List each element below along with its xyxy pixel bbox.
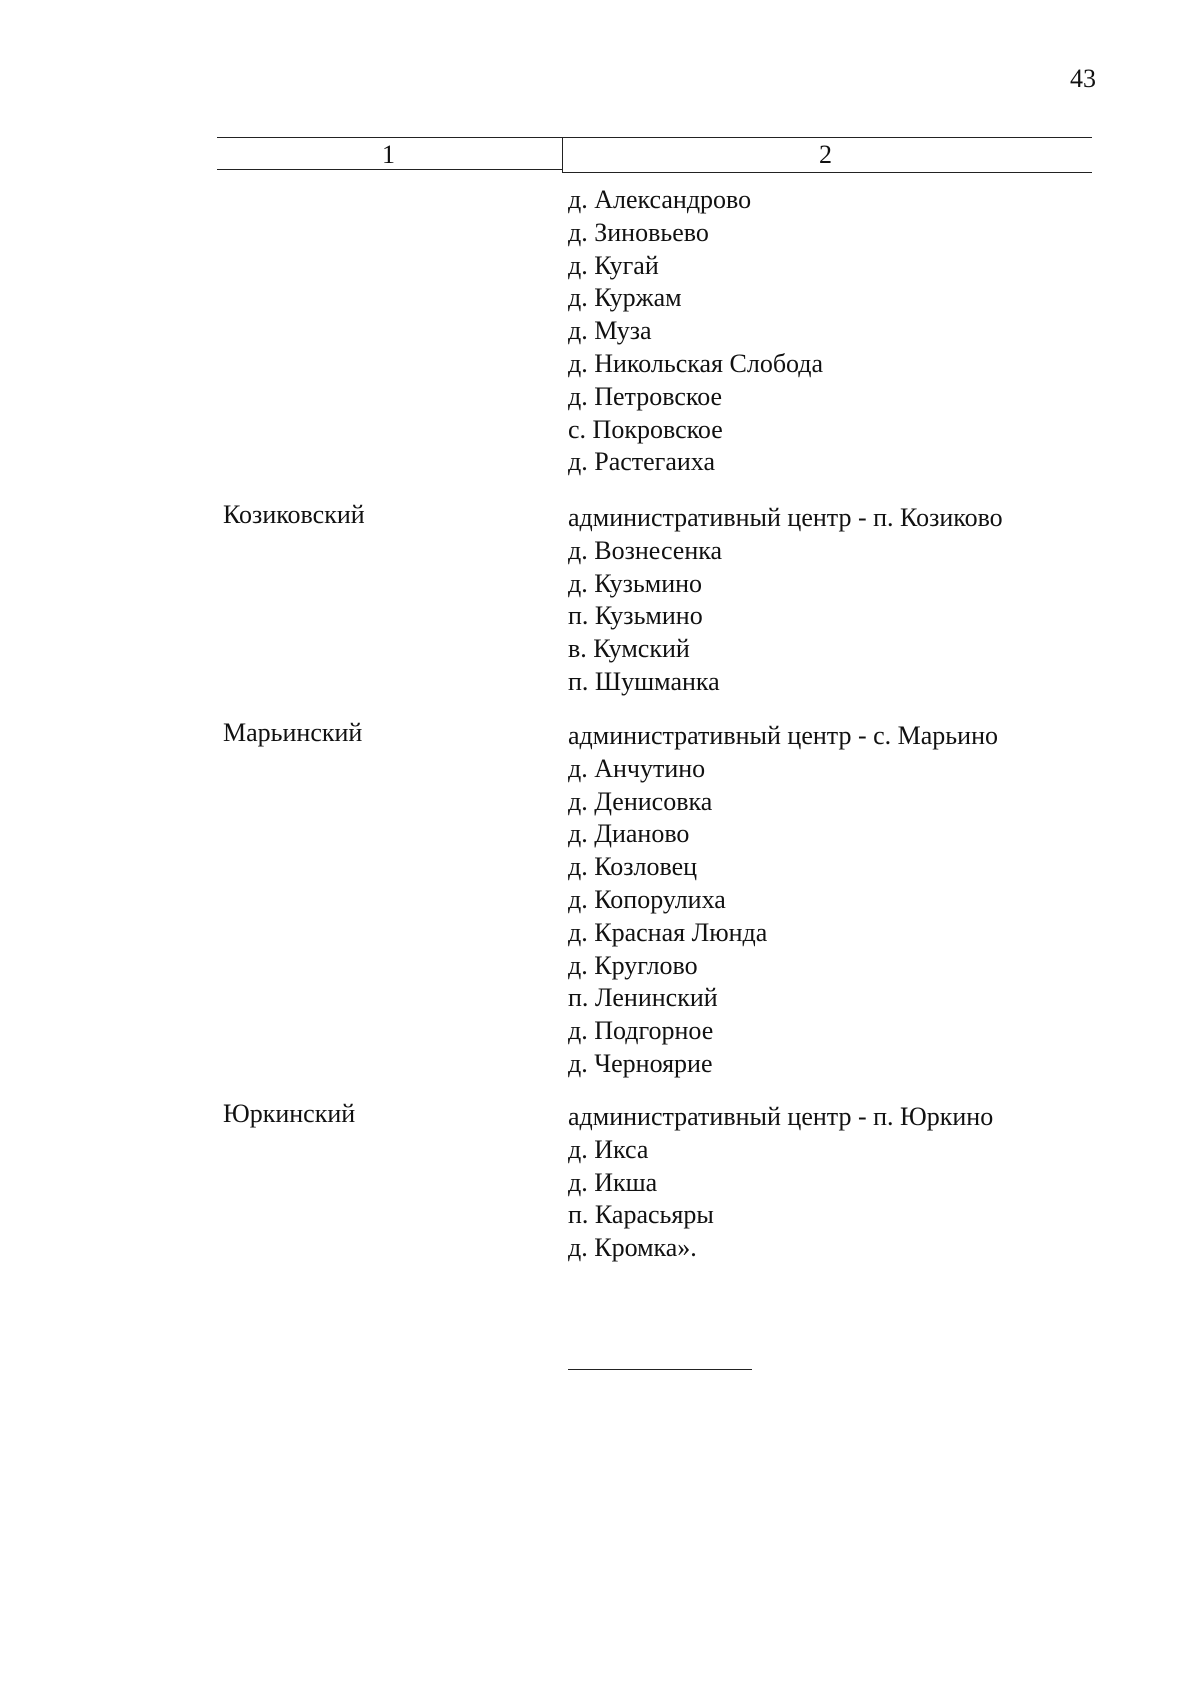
- settlement-item: д. Кромка».: [568, 1233, 697, 1263]
- settlement-item: д. Дианово: [568, 819, 690, 849]
- settlement-item: с. Покровское: [568, 414, 723, 444]
- settlement-item: д. Кугай: [568, 250, 659, 280]
- settlement-item: п. Шушманка: [568, 666, 720, 696]
- settlement-item: д. Никольская Слобода: [568, 348, 824, 378]
- settlement-item: д. Анчутино: [568, 753, 706, 783]
- settlement-item: д. Петровское: [568, 381, 723, 411]
- table-header: [217, 137, 1092, 174]
- settlement-list-yurkinsky: [568, 1101, 993, 1265]
- page-number: 43: [1070, 64, 1096, 93]
- settlement-item: д. Вознесенка: [568, 535, 723, 565]
- settlement-item: п. Карасьяры: [568, 1200, 714, 1230]
- administrative-center: административный центр - п. Козиково: [568, 503, 1003, 532]
- settlement-item: д. Икса: [568, 1134, 649, 1164]
- settlement-list-kozikovsky: [568, 502, 1003, 699]
- district-name-kozikovsky: Козиковский: [223, 500, 365, 529]
- settlement-item: д. Козловец: [568, 852, 698, 882]
- settlement-item: д. Икша: [568, 1167, 658, 1197]
- settlement-item: д. Копорулиха: [568, 884, 726, 914]
- settlement-item: д. Круглово: [568, 950, 698, 980]
- settlement-item: д. Куржам: [568, 283, 682, 313]
- column-header-2: 2: [819, 140, 832, 169]
- settlement-list-continued: [568, 184, 823, 479]
- settlement-item: д. Кузьмино: [568, 568, 703, 598]
- end-of-document-rule: [568, 1369, 752, 1370]
- settlement-item: п. Ленинский: [568, 983, 718, 1013]
- settlement-item: д. Зиновьево: [568, 217, 709, 247]
- settlement-item: д. Муза: [568, 316, 652, 346]
- district-name-yurkinsky: Юркинский: [223, 1099, 356, 1128]
- settlement-item: д. Красная Люнда: [568, 917, 768, 947]
- header-column-divider: [562, 137, 563, 173]
- settlement-item: д. Подгорное: [568, 1016, 714, 1046]
- column-header-1: 1: [382, 140, 395, 169]
- administrative-center: административный центр - с. Марьино: [568, 721, 998, 750]
- settlement-item: д. Черноярие: [568, 1048, 713, 1078]
- header-top-rule: [217, 137, 1092, 138]
- header-bottom-rule-right: [562, 172, 1092, 173]
- settlement-item: в. Кумский: [568, 634, 690, 664]
- district-name-maryinsky: Марьинский: [223, 718, 363, 747]
- settlement-item: д. Денисовка: [568, 786, 713, 816]
- settlement-item: п. Кузьмино: [568, 601, 703, 631]
- settlement-item: д. Александрово: [568, 185, 752, 214]
- settlement-list-maryinsky: [568, 720, 998, 1081]
- administrative-center: административный центр - п. Юркино: [568, 1102, 994, 1131]
- settlement-item: д. Растегаиха: [568, 447, 715, 477]
